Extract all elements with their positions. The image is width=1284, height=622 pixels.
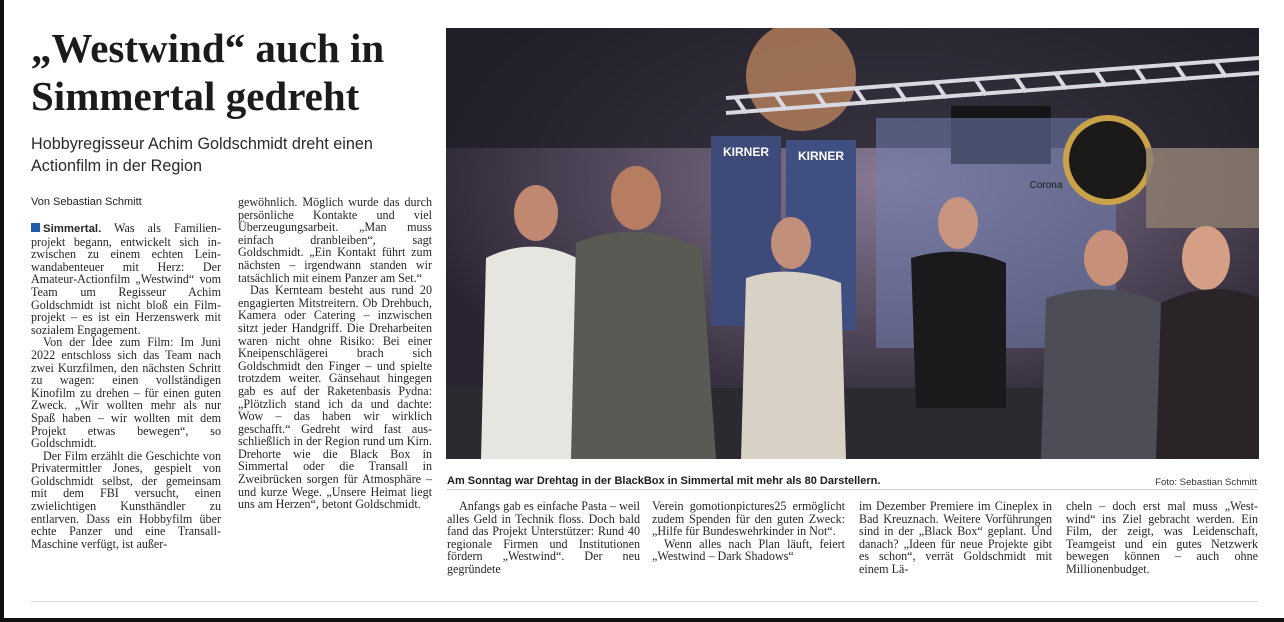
body-paragraph: Der Film erzählt die Geschichte von Privatermittler Jones, gespielt von Goldschmidt selbst, der gemeinsam mit dem FBI versucht, einen zwielichtigen Kunsthändler zu entlarven. Dass ein Hobbyfilm über echte Panzer und eine Transall-Maschine verfügt, ist außer-: [31, 448, 221, 551]
body-paragraph: Das Kernteam besteht aus rund 20 engagierten Mitstreitern. Ob Drehbuch, Kamera oder Catering – inzwischen sitzt jeder Handgriff. Die Dreharbeiten waren nicht ohne Risiko: Bei einer Kneipenschlägerei brach sich Goldschmidt den Finger – und spielte trotzdem weiter. Gänsehaut hingegen gab es auf der Raketenbasis Pydna: „Plötzlich stand ich da und dachte: Wow – das haben wir wirklich geschafft.“ Gedreht wird fast ausschließlich in der Region rund um Kirn. Drehorte wie die Black Box in Simmertal oder die Transall in Zweibrücken sorgen für Atmosphäre – und kurze Wege. „Unsere Heimat liegt uns am Herzen“, betont Goldschmidt.: [238, 283, 432, 512]
page-left-border: [0, 0, 4, 622]
photo-credit: Foto: Sebastian Schmitt: [1155, 477, 1257, 488]
back-wall-panel: [1146, 148, 1259, 228]
article-column-1: [31, 222, 221, 592]
page-bottom-border: [0, 618, 1284, 622]
body-paragraph: Wenn alles nach Plan läuft, feiert „Westwind – Dark Shadows“: [652, 536, 845, 564]
section-marker-icon: [31, 223, 40, 232]
article-column-4: [652, 500, 845, 592]
lead-paragraph: [31, 222, 221, 336]
article-column-2: [238, 196, 432, 592]
article-photo: [446, 28, 1259, 459]
photo-caption: Am Sonntag war Drehtag in der BlackBox in Simmertal mit mehr als 80 Darstellern.: [447, 475, 881, 487]
page-bottom-rule: [31, 601, 1258, 602]
article-headline: [31, 24, 431, 120]
article-byline: Von Sebastian Schmitt: [31, 196, 142, 208]
round-wall-sign: [1066, 118, 1150, 202]
headline-line-1: „Westwind“ auch in: [31, 25, 385, 71]
body-paragraph: gewöhnlich. Möglich wurde das durch persönliche Kontakte und viel Überzeugungsarbeit. „Man muss einfach dranbleiben“, sagt Goldschmidt. „Ein Kontakt führt zum nächsten – irgendwann standen wir tatsächlich mit einem Panzer am Set.“: [238, 196, 432, 285]
body-paragraph: im Dezember Premiere im Cineplex in Bad Kreuznach. Weitere Vorführungen sind in der „Black Box“ geplant. Und danach? „Ideen für neue Projekte gibt es schon“, verrät Goldschmidt mit einem Lä-: [859, 500, 1052, 576]
article-subheadline: Hobbyregisseur Achim Goldschmidt dreht einen Actionfilm in der Region: [31, 135, 373, 175]
headline-line-2: Simmertal gedreht: [31, 73, 360, 119]
body-paragraph: Anfangs gab es einfache Pasta – weil alles Geld in Technik floss. Doch bald fand das Projekt Unterstützer: Rund 40 regionale Firmen und Institutionen fördern „Westwind“. Der neu gegründete: [447, 500, 640, 576]
article-column-6: [1066, 500, 1258, 592]
article-column-3: [447, 500, 640, 592]
fridge-logo-1: KIRNER: [722, 145, 770, 159]
caption-divider: [447, 489, 1258, 490]
body-paragraph: Verein gomotionpictures25 ermöglicht zudem Spenden für den guten Zweck: „Hilfe für Bundeswehrkinder in Not“.: [652, 500, 845, 539]
corona-sign: Corona: [1029, 180, 1063, 191]
fridge-logo-2: KIRNER: [797, 149, 845, 163]
dateline: Simmertal.: [43, 223, 102, 235]
body-paragraph: Von der Idee zum Film: Im Juni 2022 entschloss sich das Team nach zwei Kurzfilmen, den nächsten Schritt zu wagen: einen vollständigen Kinofilm zu drehen – für einen guten Zweck. „Wir wollten mehr als nur Spaß haben – wir wollten mit dem Projekt etwas bewegen“, so Goldschmidt.: [31, 335, 221, 451]
article-column-5: [859, 500, 1052, 592]
lead-text: Was als Familienprojekt begann, entwickelt sich inzwischen zu einem echten Leinwandabenteuer mit Herz: Der Amateur-Actionfilm „Westwind“ vom Team um Regisseur Achim Goldschmidt ist nicht bloß ein Filmprojekt – es ist ein Herzenswerk mit sozialem Engagement.: [31, 222, 221, 337]
drehtag-photo-illustration: [446, 28, 1259, 459]
body-paragraph: cheln – doch erst mal muss „Westwind“ ins Ziel gebracht werden. Ein Film, der zeigt, was Leidenschaft, Teamgeist und ein gutes Netzwerk bewegen können – auch ohne Millionenbudget.: [1066, 500, 1258, 576]
